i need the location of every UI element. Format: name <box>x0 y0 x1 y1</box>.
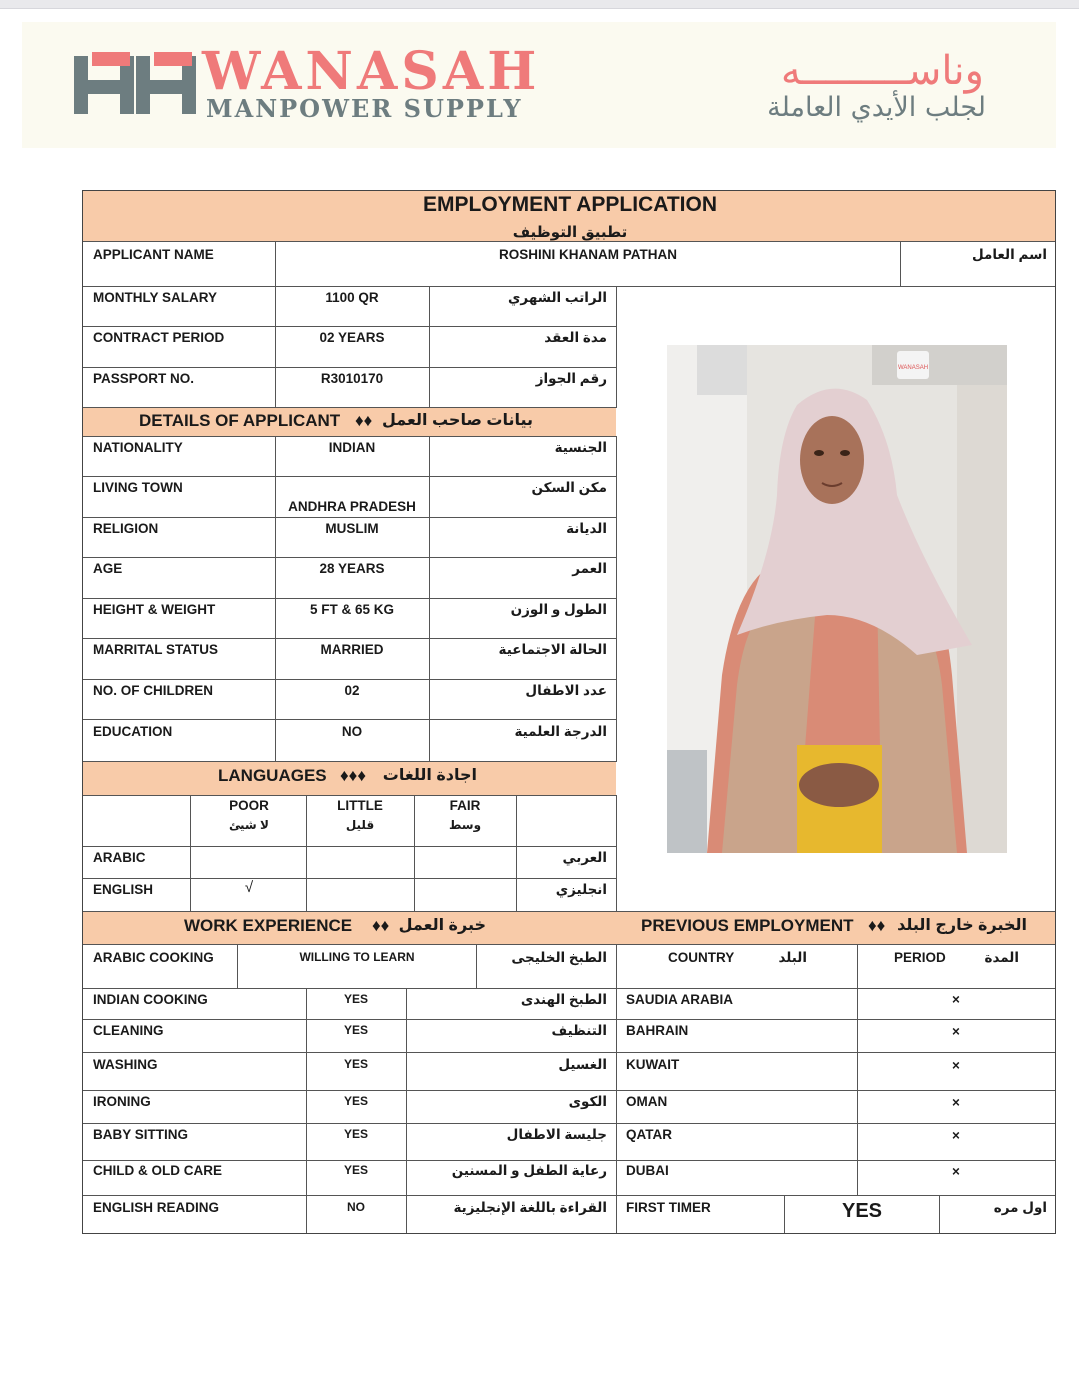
children-value: 02 <box>344 683 360 698</box>
work-value: YES <box>343 1163 369 1177</box>
work-value: WILLING TO LEARN <box>299 950 415 964</box>
applicant-photo-illustration <box>667 345 1007 853</box>
previous-heading-ar: الخبرة خارج البلد <box>897 917 1027 934</box>
country-column-header-ar: البلد <box>778 950 807 965</box>
passport-label: PASSPORT NO. <box>93 371 195 386</box>
level-little-ar: قليل <box>345 818 375 832</box>
passport-value: R3010170 <box>320 371 384 386</box>
height-weight-value: 5 FT & 65 KG <box>309 602 395 617</box>
level-fair: FAIR <box>449 798 481 813</box>
first-timer-label: FIRST TIMER <box>626 1200 711 1215</box>
country-cell: SAUDIA ARABIA <box>626 992 733 1007</box>
work-value: YES <box>343 1057 369 1071</box>
living-town-value: ANDHRA PRADESH <box>288 499 416 514</box>
work-value: YES <box>343 992 369 1006</box>
period-cell: × <box>952 992 960 1007</box>
level-poor-ar: لا شيئ <box>229 818 269 832</box>
religion-value: MUSLIM <box>325 521 379 536</box>
work-label: CLEANING <box>93 1023 164 1038</box>
education-value: NO <box>341 724 363 739</box>
age-label-ar: العمر <box>572 561 607 576</box>
english-label-ar: انجليزي <box>555 882 607 897</box>
education-label-ar: الدرجة العلمية <box>514 724 607 739</box>
brand-name-en: WANASAH <box>202 41 541 102</box>
living-town-label-ar: مكن السكن <box>531 480 607 495</box>
country-cell: KUWAIT <box>626 1057 680 1072</box>
period-column-header: PERIOD <box>894 950 946 965</box>
photo-caption: WANASAH <box>897 365 929 371</box>
diamond-icon: ♦♦ <box>372 916 390 935</box>
wanasah-logo-mark <box>74 52 196 118</box>
check-mark-icon: √ <box>244 879 254 896</box>
children-label-ar: عدد الاطفال <box>525 683 607 698</box>
work-label-ar: القراءة باللغة الإنجليزية <box>453 1200 607 1215</box>
marital-status-label-ar: الحالة الاجتماعية <box>498 642 607 657</box>
monthly-salary-label: MONTHLY SALARY <box>93 290 218 305</box>
level-little: LITTLE <box>337 798 383 813</box>
details-heading-ar: بيانات صاحب العمل <box>382 412 533 429</box>
education-label: EDUCATION <box>93 724 173 739</box>
diamond-icon: ♦♦ <box>868 916 886 935</box>
age-label: AGE <box>93 561 123 576</box>
period-cell: × <box>952 1164 960 1179</box>
monthly-salary-label-ar: الراتب الشهري <box>508 290 607 305</box>
height-weight-label: HEIGHT & WEIGHT <box>93 602 216 617</box>
details-heading-en: DETAILS OF APPLICANT <box>139 411 341 430</box>
arabic-label: ARABIC <box>93 850 146 865</box>
contract-period-value: 02 YEARS <box>319 330 385 345</box>
age-value: 28 YEARS <box>319 561 385 576</box>
brand-tagline-en: MANPOWER SUPPLY <box>206 94 523 123</box>
country-column-header: COUNTRY <box>668 950 735 965</box>
previous-heading-en: PREVIOUS EMPLOYMENT <box>641 916 854 935</box>
level-fair-ar: وسط <box>448 818 482 832</box>
top-rule <box>0 0 1079 9</box>
work-label: CHILD & OLD CARE <box>93 1163 222 1178</box>
first-timer-label-ar: اول مره <box>993 1200 1047 1215</box>
applicant-name-value: ROSHINI KHANAM PATHAN <box>499 247 677 262</box>
children-label: NO. OF CHILDREN <box>93 683 213 698</box>
country-cell: QATAR <box>626 1127 672 1142</box>
applicant-photo <box>667 345 1007 853</box>
country-cell: DUBAI <box>626 1163 669 1178</box>
languages-heading-en: LANGUAGES <box>218 766 327 785</box>
work-label: BABY SITTING <box>93 1127 189 1142</box>
nationality-value: INDIAN <box>328 440 376 455</box>
passport-label-ar: رقم الجواز <box>535 371 607 386</box>
period-cell: × <box>952 1095 960 1110</box>
country-cell: BAHRAIN <box>626 1023 689 1038</box>
work-label: ARABIC COOKING <box>93 950 214 965</box>
living-town-label: LIVING TOWN <box>93 480 183 495</box>
work-value: YES <box>343 1094 369 1108</box>
first-timer-value: YES <box>841 1200 883 1222</box>
work-value: YES <box>343 1023 369 1037</box>
religion-label-ar: الديانة <box>566 521 607 536</box>
work-label-ar: الطبخ الخليجى <box>511 950 607 965</box>
applicant-name-label: APPLICANT NAME <box>93 247 214 262</box>
work-label-ar: التنظيف <box>551 1023 607 1038</box>
marital-status-label: MARRITAL STATUS <box>93 642 218 657</box>
country-cell: OMAN <box>626 1094 668 1109</box>
contract-period-label: CONTRACT PERIOD <box>93 330 225 345</box>
english-label: ENGLISH <box>93 882 154 897</box>
work-label-ar: رعاية الطفل و المسنين <box>451 1163 607 1178</box>
work-label: WASHING <box>93 1057 158 1072</box>
period-column-header-ar: المدة <box>984 950 1019 965</box>
languages-heading-ar: اجادة اللغات <box>382 767 477 784</box>
brand-tagline-ar: لجلب الأيدي العاملة <box>767 92 986 123</box>
arabic-label-ar: العربي <box>562 850 607 865</box>
work-label-ar: الطبخ الهندى <box>520 992 607 1007</box>
work-label-ar: الغسيل <box>558 1057 607 1072</box>
work-label-ar: الكوى <box>568 1094 607 1109</box>
marital-status-value: MARRIED <box>320 642 384 657</box>
level-poor: POOR <box>229 798 269 813</box>
height-weight-label-ar: الطول و الوزن <box>510 602 607 617</box>
period-cell: × <box>952 1128 960 1143</box>
religion-label: RELIGION <box>93 521 159 536</box>
diamond-icon: ♦♦ <box>355 411 373 430</box>
form-title-en: EMPLOYMENT APPLICATION <box>423 193 717 216</box>
period-cell: × <box>952 1024 960 1039</box>
nationality-label-ar: الجنسية <box>554 440 607 455</box>
form-title-ar: تطبيق التوظيف <box>512 224 628 241</box>
nationality-label: NATIONALITY <box>93 440 183 455</box>
work-label: IRONING <box>93 1094 151 1109</box>
brand-name-ar: وناســـــــــه <box>780 48 984 94</box>
applicant-name-label-ar: اسم العامل <box>971 247 1047 262</box>
period-cell: × <box>952 1058 960 1073</box>
monthly-salary-value: 1100 QR <box>325 290 379 305</box>
work-value: YES <box>343 1127 369 1141</box>
letterhead <box>22 22 1056 148</box>
work-label: INDIAN COOKING <box>93 992 208 1007</box>
work-heading-en: WORK EXPERIENCE <box>184 916 353 935</box>
work-value: NO <box>347 1200 365 1214</box>
contract-period-label-ar: مدة العقد <box>544 330 607 345</box>
work-heading-ar: خبرة العمل <box>398 917 486 934</box>
diamond-icon: ♦♦♦ <box>340 766 367 785</box>
work-label: ENGLISH READING <box>93 1200 220 1215</box>
work-label-ar: جليسة الاطفال <box>506 1127 607 1142</box>
